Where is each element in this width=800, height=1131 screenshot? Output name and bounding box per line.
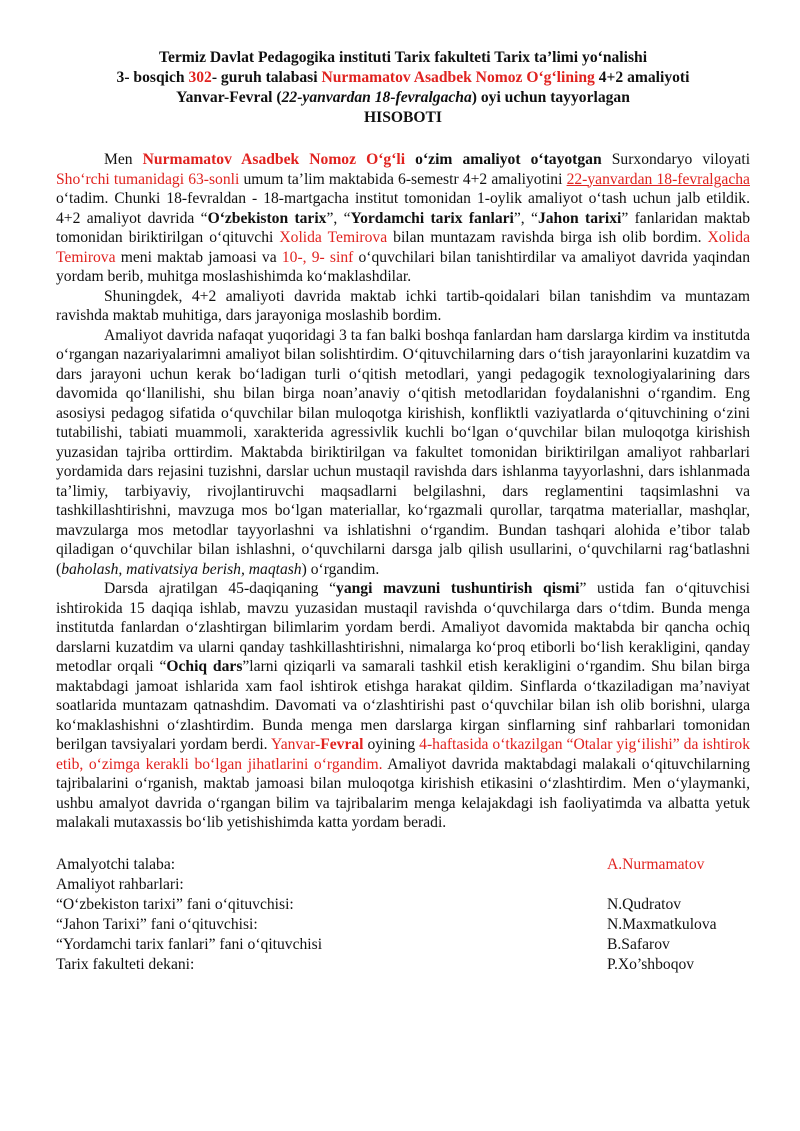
signature-role: “O‘zbekiston tarixi” fani o‘qituvchisi:: [56, 895, 294, 913]
header-line-3: [56, 88, 750, 108]
p1-text-3: Surxondaryo viloyati: [601, 151, 751, 168]
p4-event: 4-haftasida o‘tkazilgan “Otalar yig‘ilishi” da ishtirok etib, o‘zimga kerakli bo‘lgan jihatlarini o‘rgandim.: [56, 736, 750, 773]
p4-open-lesson: Ochiq dars: [166, 658, 243, 675]
p1-text-6: ”, “: [326, 209, 351, 227]
signature-block: [56, 855, 750, 975]
paragraph-3: [56, 326, 750, 580]
p1-text-9: bilan muntazam ravishda birga ish olib bordim.: [387, 229, 708, 246]
signature-role: “Yordamchi tarix fanlari” fani o‘qituvchisi: [56, 935, 323, 953]
signature-name: [607, 875, 750, 895]
p4-text-1: Darsda ajratilgan 45-daqiqaning “: [104, 580, 337, 597]
header-group-number: 302: [188, 69, 212, 86]
p1-subject-1: O‘zbekiston tarix: [207, 209, 327, 227]
p1-text-10: meni maktab jamoasi va: [115, 248, 282, 266]
p4-month-a: Yanvar-: [271, 736, 321, 753]
p1-text-5: o‘tadim. Chunki 18-fevraldan - 18-martgacha institut tomonidan 1-oylik amaliyot o‘tash uchun jalb etildik. 4+2 amaliyot davrida “: [56, 190, 750, 227]
p4-text-4: oyining: [363, 736, 420, 753]
p1-district: Sho‘rchi tumanidagi 63-sonli: [56, 170, 240, 188]
header-period-dates: 22-yanvardan 18-fevralgacha: [281, 89, 472, 106]
p1-classes: 10-, 9- sinf: [281, 248, 354, 266]
header-practice: 4+2 amaliyoti: [594, 69, 690, 86]
report-title: HISOBOTI: [364, 109, 442, 126]
header-period-b: ) oyi uchun tayyorlagan: [471, 89, 630, 106]
p1-teacher-1: Xolida Temirova: [279, 229, 388, 246]
p1-text-11: o‘quvchilari bilan tanishtirdilar va amaliyot davrida yaqindan yordam berib, muhitga moslashishimda ko‘maklashdilar.: [56, 248, 750, 285]
p1-text-1: Men: [104, 151, 143, 168]
signature-row: [56, 915, 750, 935]
header-line-1: Termiz Davlat Pedagogika instituti Tarix fakulteti Tarix ta’limi yo‘nalishi: [158, 49, 648, 66]
signature-row: [56, 955, 750, 975]
signature-role: Amalyotchi talaba:: [56, 855, 176, 873]
report-header: [56, 48, 750, 128]
p1-text-7: ”, “: [513, 209, 538, 227]
p1-teacher-2: Xolida Temirova: [56, 229, 750, 266]
p3-text-1: Amaliyot davrida nafaqat yuqoridagi 3 ta fan balki boshqa fanlardan ham darslarga kirdim va institutda o‘rgangan nazariyalarimni amaliyot bilan solishtirdim. O‘qituvchilarning dars o‘tish jarayonlarini kuzatdim va dars jarayoni uchun kerak bo‘ladigan turli o‘qitish metodlari, yangi pedagogik texnologiyalarining dars davomida qo‘llanilishi, shu bilan birga noan’anaviy o‘qitish metodlaridan foydalanishni o‘rgandim. Eng asosiysi pedagog sifatida o‘quvchilar bilan muloqotga kirishish, konfliktli vaziyatlarda o‘qituvchining o‘zini tutabilishi, tabiati muammoli, xarakterida agressivlik kuchli bo‘lgan o‘quvchilar bilan muloqotga kirishish yuzasidan tajriba orttirdim. Maktabda biriktirilgan va fakultet tomonidan biriktirilgan amaliyot rahbarlari yordamida dars rejasini tuzishni, darslar uchun mustaqil ravishda dars ishlanma tayyorlashni, dars ishlanmada ta’limiy, tarbiyaviy, rivojlantiruvchi maqsadlarni belgilashni, dars reglamentini taqsimlashni va tashkillashtirishni, mavzuga mos bo‘lgan materiallar, ko‘rgazmali qurollar, tarqatma materiallar, mashqlar, mavzularga mos metodlar tayyorlashni va ishlatishni o‘rgandim. Bundan tashqari alohida e’tibor talab qiladigan o‘quvchilar bilan ishlashni, o‘quvchilarni darsga jalb qilish usullarini, o‘quvchilarni rag‘batlashni (: [56, 326, 750, 578]
p3-methods: baholash, mativatsiya berish, maqtash: [61, 560, 302, 578]
report-body: [56, 150, 750, 833]
p3-text-2: ) o‘rgandim.: [301, 560, 380, 578]
p1-subject-2: Yordamchi tarix fanlari: [350, 209, 514, 227]
signature-name: N.Qudratov: [607, 895, 682, 913]
p1-dates: 22-yanvardan 18-fevralgacha: [566, 170, 750, 188]
signature-row: [56, 855, 750, 875]
p4-text-2: ” ustida fan o‘qituvchisi ishtirokida 15 daqiqa ishlab, mavzu yuzasidan mustaqil ravishda o‘quvchilarga dars o‘tdim. Bunda menga institutda fanlardan o‘zlashtirgan bilimlarim yordam berdi. Amaliyot davomida maktabda bir qancha ochiq darslarni kuzatdim va ularni qanday tashkillashtirishni, nimalarga ko‘proq etiborli bo‘lish kerakligini, qanday metodlar orqali “: [56, 580, 750, 675]
p1-text-2: o‘zim amaliyot o‘tayotgan: [405, 151, 602, 168]
signature-name: A.Nurmamatov: [607, 855, 705, 873]
p1-subject-3: Jahon tarixi: [537, 209, 622, 227]
p1-text-4: umum ta’lim maktabida 6-semestr 4+2 amaliyotini: [239, 170, 567, 188]
signature-role: Tarix fakulteti dekani:: [56, 955, 195, 973]
p1-student-name: Nurmamatov Asadbek Nomoz O‘g‘li: [142, 151, 406, 168]
p4-month-b: Fevral: [320, 736, 364, 753]
p1-text-8: ” fanlaridan maktab tomonidan biriktirilgan o‘qituvchi: [56, 209, 751, 246]
signature-row: [56, 895, 750, 915]
header-group-text: - guruh talabasi: [211, 69, 322, 86]
signature-role: Amaliyot rahbarlari:: [56, 875, 184, 893]
signature-role: “Jahon Tarixi” fani o‘qituvchisi:: [56, 915, 258, 933]
signature-name: B.Safarov: [607, 935, 670, 953]
signature-row: [56, 935, 750, 955]
report-page: [56, 48, 750, 975]
header-course: 3- bosqich: [116, 69, 189, 86]
p4-text-5: Amaliyot davrida maktabdagi malakali o‘qituvchilarning tajribalarini o‘rganish, maktab jamoasi bilan muloqotga kirishish etikasini o‘zlashtirdim. Men o‘ylaymanki, ushbu amalyot davrida o‘rgangan bilim va tajribalarim menga kelajakdagi ish faoliyatimda va albatta yetuk malakali mutaxassis bo‘lib yetishishimda katta yordam beradi.: [56, 755, 750, 831]
header-student-name: Nurmamatov Asadbek Nomoz O‘g‘lining: [321, 69, 595, 86]
paragraph-4: [56, 579, 750, 833]
signature-name: P.Xo’shboqov: [607, 955, 695, 973]
header-line-2: [56, 68, 750, 88]
p4-lesson-segment: yangi mavzuni tushuntirish qismi: [336, 580, 580, 597]
signature-row: [56, 875, 750, 895]
paragraph-2: Shuningdek, 4+2 amaliyoti davrida maktab ichki tartib-qoidalari bilan tanishdim va muntazam ravishda maktab muhitiga, dars jarayoniga moslashib bordim.: [56, 287, 750, 324]
signature-name: N.Maxmatkulova: [607, 915, 717, 933]
p4-text-3: ”larni qiziqarli va samarali tashkil etish kerakligini o‘rgandim. Shu bilan birga maktabdagi jamoat ishlarida xam faol ishtirok etishga harakat qildim. Sinflarda o‘tkaziladigan ma’naviyat soatlarida muntazam qatnashdim. Davomati va o‘zlashtirishi past o‘quvchilar bilan ish olib borishni, ularga ko‘maklashishni o‘zlashtirdim. Bunda menga men darslarga kirgan sinflarning sinf rahbarlari tomonidan berilgan tavsiyalari yordam berdi.: [56, 658, 750, 753]
paragraph-1: [56, 150, 750, 287]
header-period-a: Yanvar-Fevral (: [176, 89, 282, 106]
